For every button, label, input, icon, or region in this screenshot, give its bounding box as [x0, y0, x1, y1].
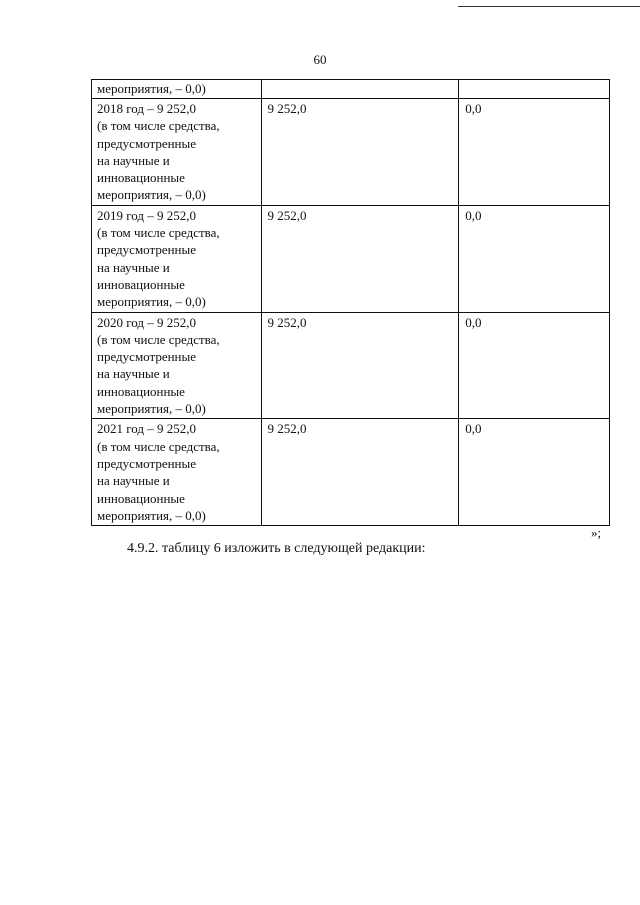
- table-cell-description: 2021 год – 9 252,0 (в том числе средства, предусмотренные на научные и инновационные мероприятия, – 0,0): [92, 419, 262, 526]
- table-cell-innovation: 0,0: [459, 205, 610, 312]
- table-cell-total: 9 252,0: [261, 205, 459, 312]
- table-cell-description: 2018 год – 9 252,0 (в том числе средства, предусмотренные на научные и инновационные мероприятия, – 0,0): [92, 99, 262, 206]
- instruction-paragraph: 4.9.2. таблицу 6 изложить в следующей редакции:: [127, 541, 426, 556]
- table-row: [92, 80, 610, 99]
- table-cell-innovation: 0,0: [459, 419, 610, 526]
- closing-quote: »;: [591, 525, 602, 540]
- table-row: [92, 205, 610, 312]
- table-row: [92, 312, 610, 419]
- table-cell-description: 2020 год – 9 252,0 (в том числе средства, предусмотренные на научные и инновационные мероприятия, – 0,0): [92, 312, 262, 419]
- table-cell-total: 9 252,0: [261, 99, 459, 206]
- table-cell-description: 2019 год – 9 252,0 (в том числе средства, предусмотренные на научные и инновационные мероприятия, – 0,0): [92, 205, 262, 312]
- table-cell-description: мероприятия, – 0,0): [92, 80, 262, 99]
- funding-table: [91, 79, 610, 526]
- table-cell-innovation: [459, 80, 610, 99]
- top-rule: [458, 6, 640, 7]
- page-number: 60: [313, 52, 327, 67]
- table-cell-total: [261, 80, 459, 99]
- table-cell-innovation: 0,0: [459, 99, 610, 206]
- table-row: [92, 99, 610, 206]
- table-cell-total: 9 252,0: [261, 419, 459, 526]
- table-cell-total: 9 252,0: [261, 312, 459, 419]
- table-cell-innovation: 0,0: [459, 312, 610, 419]
- table-row: [92, 419, 610, 526]
